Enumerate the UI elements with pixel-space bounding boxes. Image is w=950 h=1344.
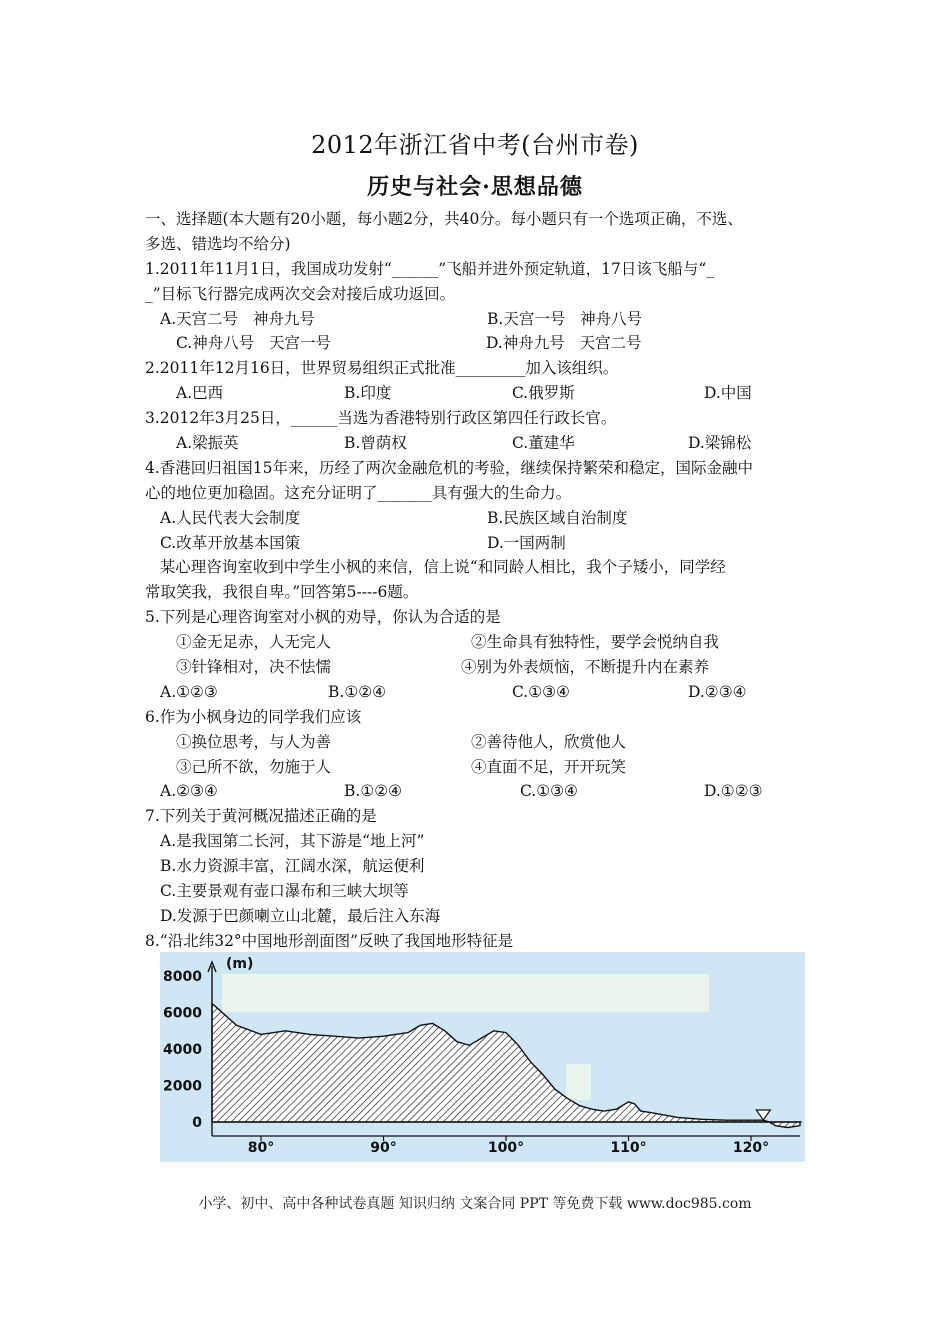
question-7-stem: 7.下列关于黄河概况描述正确的是: [145, 807, 377, 826]
statement-4: ④别为外表烦恼，不断提升内在素养: [461, 658, 710, 677]
option-c: C.①③④: [520, 782, 578, 801]
mask-block: [566, 1064, 591, 1100]
page-title: 2012年浙江省中考(台州市卷): [311, 131, 639, 159]
statement-1: ①换位思考，与人为善: [176, 732, 332, 751]
y-tick-label: 4000: [163, 1042, 202, 1058]
question-6-statements-row2: [145, 755, 825, 780]
statement-3: ③己所不欲，勿施于人: [176, 757, 332, 776]
terrain-profile-chart: [160, 952, 805, 1162]
x-tick-label: 100°: [487, 1140, 525, 1156]
statement-2: ②善待他人，欣赏他人: [471, 732, 627, 751]
footer-note: 小学、初中、高中各种试卷真题 知识归纳 文案合同 PPT 等免费下载 www.doc985.com: [198, 1196, 752, 1212]
question-4-options-row1: [145, 506, 825, 531]
x-tick-label: 120°: [732, 1140, 770, 1156]
question-6-options: [145, 779, 825, 804]
y-axis-unit: (m): [226, 956, 254, 972]
reading-passage: 某心理咨询室收到中学生小枫的来信，信上说“和同龄人相比，我个子矮小，同学经: [145, 558, 726, 577]
option-b: B.民族区域自治制度: [487, 508, 628, 527]
question-5-statements-row2: [145, 655, 825, 680]
option-a: A.②③④: [160, 782, 218, 801]
question-2-options: [145, 381, 825, 406]
x-tick-label: 90°: [370, 1140, 397, 1156]
option-d: D.②③④: [688, 682, 747, 701]
question-5-options: [145, 680, 825, 705]
page-subtitle: 历史与社会·思想品德: [367, 174, 583, 200]
reading-passage-cont: 常取笑我，我很自卑。”回答第5----6题。: [145, 583, 419, 602]
question-8-stem: 8.“沿北纬32°中国地形剖面图”反映了我国地形特征是: [145, 931, 514, 950]
x-tick-label: 110°: [610, 1140, 647, 1156]
terrain-area: [212, 1003, 800, 1127]
option-a: A.巴西: [176, 384, 224, 403]
option-c: C.神舟八号 天宫一号: [176, 334, 332, 353]
statement-2: ②生命具有独特性，要学会悦纳自我: [471, 633, 720, 652]
section-heading: 一、选择题(本大题有20小题，每小题2分，共40分。每小题只有一个选项正确，不选、: [145, 210, 743, 228]
y-tick-label: 6000: [163, 1005, 202, 1022]
mask-block: [222, 974, 709, 1012]
option-c: C.①③④: [512, 682, 570, 701]
option-b: B.曾荫权: [344, 434, 407, 453]
y-tick-label: 8000: [163, 969, 202, 985]
y-tick-label: 0: [192, 1115, 202, 1131]
option-b: B.①②④: [344, 782, 403, 801]
option-d: D.发源于巴颜喇立山北麓，最后注入东海: [160, 906, 441, 925]
question-6-stem: 6.作为小枫身边的同学我们应该: [145, 707, 362, 726]
option-b: B.水力资源丰富，江阔水深，航运便利: [160, 857, 425, 876]
option-d: D.一国两制: [487, 533, 566, 552]
option-b: B.①②④: [328, 682, 387, 701]
question-5-stem: 5.下列是心理咨询室对小枫的劝导，你认为合适的是: [145, 608, 501, 627]
option-d: D.中国: [704, 384, 752, 403]
option-a: A.人民代表大会制度: [160, 508, 301, 527]
statement-4: ④直面不足，开开玩笑: [471, 757, 627, 776]
statement-1: ①金无足赤，人无完人: [176, 633, 332, 652]
terrain-profile-figure: [160, 952, 805, 1162]
question-4-stem-cont: 心的地位更加稳固。这充分证明了_______具有强大的生命力。: [145, 483, 572, 502]
question-body: [145, 207, 825, 954]
question-3-stem: 3.2012年3月25日，______当选为香港特别行政区第四任行政长官。: [145, 409, 617, 428]
option-b: B.天宫一号 神舟八号: [487, 309, 643, 328]
question-4-stem: 4.香港回归祖国15年来，历经了两次金融危机的考验，继续保持繁荣和稳定，国际金融中: [145, 458, 754, 477]
x-tick-label: 80°: [247, 1140, 275, 1156]
question-1-stem-cont: _”目标飞行器完成两次交会对接后成功返回。: [145, 284, 456, 303]
option-b: B.印度: [344, 384, 392, 403]
option-a: A.天宫二号 神舟九号: [160, 309, 315, 328]
sea-level-marker: [756, 1110, 770, 1120]
option-a: A.是我国第二长河，其下游是“地上河”: [160, 832, 425, 851]
question-5-statements-row1: [145, 630, 825, 655]
option-a: A.梁振英: [176, 434, 239, 453]
option-c: C.主要景观有壶口瀑布和三峡大坝等: [160, 882, 409, 901]
option-a: A.①②③: [160, 682, 218, 701]
option-d: D.神舟九号 天宫二号: [486, 334, 642, 353]
question-4-options-row2: [145, 531, 825, 556]
question-1-options-row1: [145, 307, 825, 332]
option-d: D.梁锦松: [688, 434, 752, 453]
question-1-stem: 1.2011年11月1日，我国成功发射“______”飞船并进外预定轨道，17日该飞船与“_: [145, 259, 715, 278]
y-tick-label: 2000: [163, 1078, 202, 1095]
question-3-options: [145, 431, 825, 456]
option-c: C.俄罗斯: [512, 384, 575, 403]
option-c: C.董建华: [512, 434, 575, 453]
section-heading-cont: 多选、错选均不给分): [145, 234, 291, 253]
question-2-stem: 2.2011年12月16日，世界贸易组织正式批准_________加入该组织。: [145, 359, 619, 378]
question-6-statements-row1: [145, 730, 825, 755]
option-d: D.①②③: [704, 782, 763, 801]
option-c: C.改革开放基本国策: [160, 533, 301, 552]
question-1-options-row2: [145, 331, 825, 356]
statement-3: ③针锋相对，决不怯懦: [176, 658, 332, 677]
